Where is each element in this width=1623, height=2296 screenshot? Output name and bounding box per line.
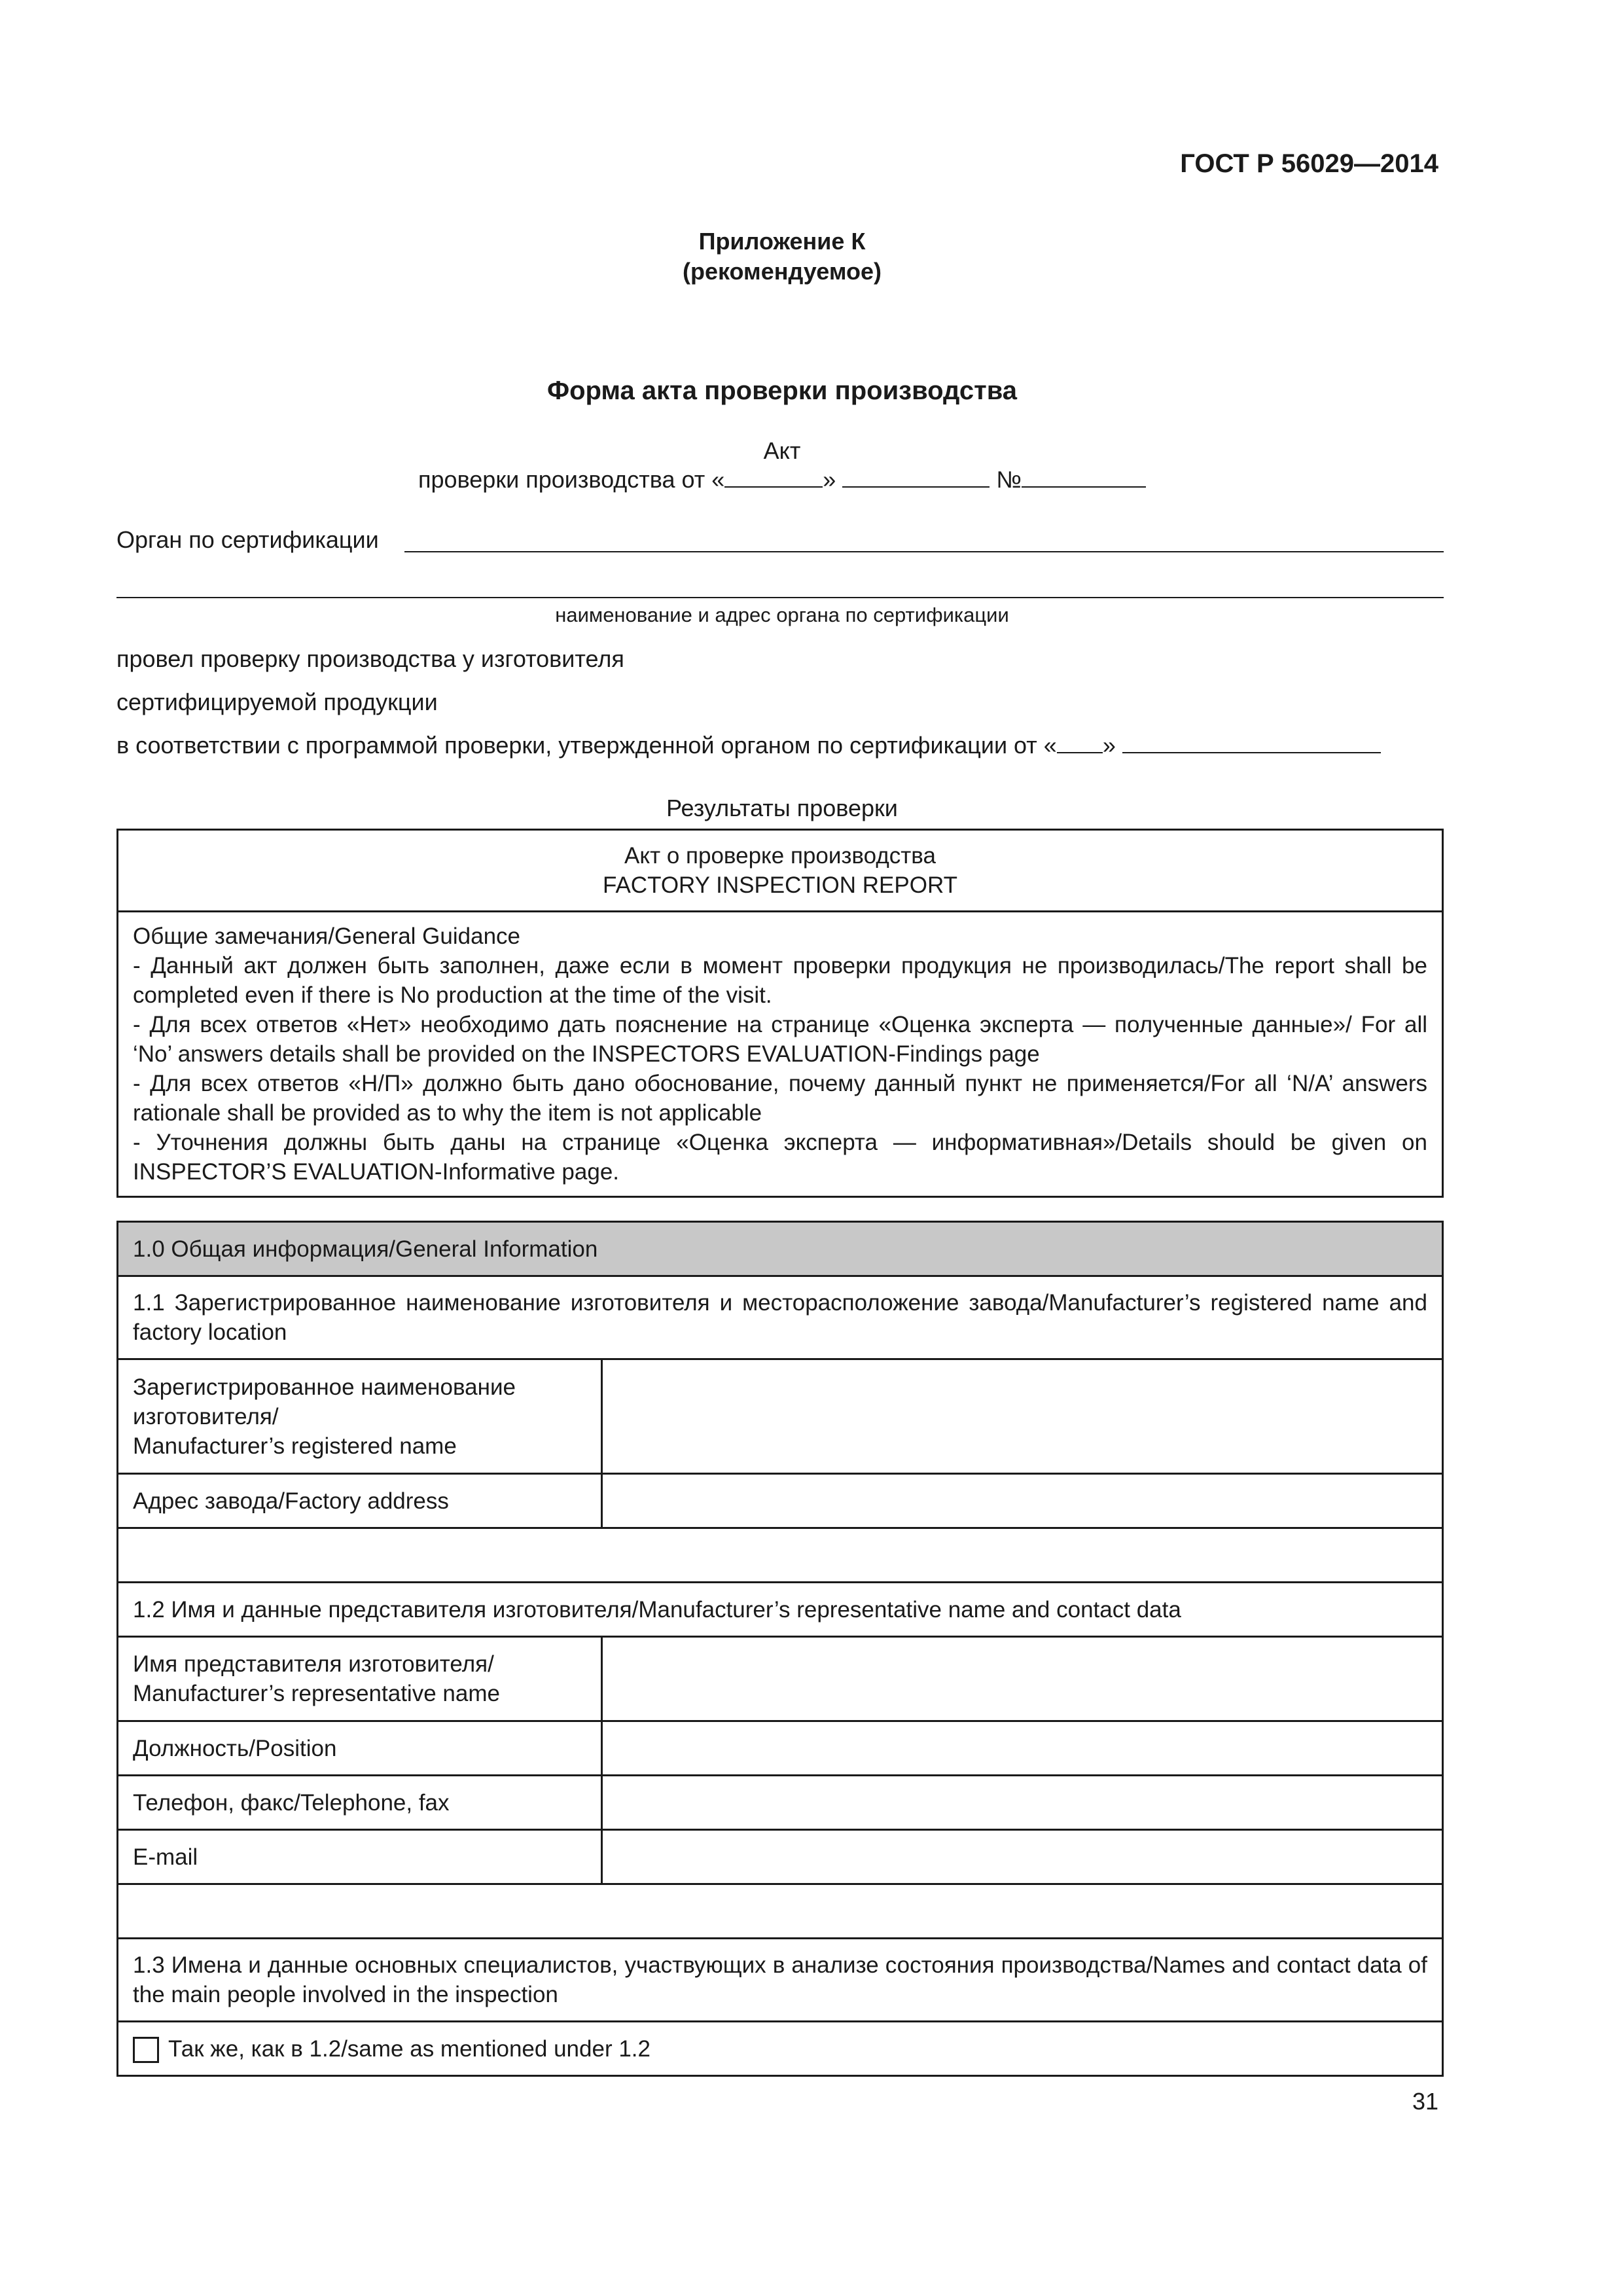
report-table bbox=[116, 829, 1444, 1198]
reg-name-label-line: Manufacturer’s registered name bbox=[133, 1433, 457, 1459]
program-line bbox=[116, 732, 1381, 759]
cert-body-input-line-2[interactable] bbox=[116, 597, 1444, 598]
report-header-en: FACTORY INSPECTION REPORT bbox=[603, 872, 957, 898]
position-value[interactable] bbox=[602, 1721, 1443, 1776]
cert-body-caption: наименование и адрес органа по сертификации bbox=[555, 603, 1009, 626]
report-header-cell bbox=[118, 830, 1443, 912]
results-label: Результаты проверки bbox=[666, 795, 898, 821]
page-number: 31 bbox=[1412, 2088, 1438, 2115]
section-1-3-header: 1.3 Имена и данные основных специалистов, участвующих в анализе состояния производства/Names and contact data of the main people involved in the inspection bbox=[118, 1939, 1443, 2022]
reg-name-value[interactable] bbox=[602, 1359, 1443, 1474]
guidance-item: - Для всех ответов «Н/П» должно быть дано обоснование, почему данный пункт не применяется/For all ‘N/A’ answers rationale shall be provided as to why the item is not applicable bbox=[133, 1071, 1427, 1126]
blank-row[interactable] bbox=[118, 1528, 1443, 1583]
manufacturer-line: провел проверку производства у изготовителя bbox=[116, 645, 624, 672]
rep-name-label-line: Manufacturer’s representative name bbox=[133, 1681, 500, 1706]
email-label: E-mail bbox=[118, 1830, 602, 1884]
appendix-title: Приложение К bbox=[698, 228, 866, 255]
program-line-prefix: в соответствии с программой проверки, утвержденной органом по сертификации от « bbox=[116, 732, 1057, 759]
guidance-title: Общие замечания/General Guidance bbox=[133, 924, 521, 949]
program-date-blank[interactable] bbox=[1122, 732, 1381, 753]
reg-name-label-line: изготовителя/ bbox=[133, 1403, 279, 1429]
rep-name-label bbox=[118, 1637, 602, 1721]
guidance-item: - Уточнения должны быть даны на странице «Оценка эксперта — информативная»/Details should be given on INSPECTOR’S EVALUATION-Informative page. bbox=[133, 1130, 1427, 1185]
section-1-2-header: 1.2 Имя и данные представителя изготовителя/Manufacturer’s representative name and contact data bbox=[118, 1583, 1443, 1637]
act-number-sign: № bbox=[996, 466, 1022, 493]
factory-address-label: Адрес завода/Factory address bbox=[118, 1474, 602, 1528]
guidance-item: - Данный акт должен быть заполнен, даже если в момент проверки продукция не производилась/The report shall be completed even if there is No production at the time of the visit. bbox=[133, 953, 1427, 1008]
position-label: Должность/Position bbox=[118, 1721, 602, 1776]
appendix-subtitle: (рекомендуемое) bbox=[683, 258, 882, 285]
product-line: сертифицируемой продукции bbox=[116, 689, 438, 715]
factory-address-value[interactable] bbox=[602, 1474, 1443, 1528]
act-line-mid: » bbox=[823, 466, 836, 493]
reg-name-label bbox=[118, 1359, 602, 1474]
section-1-0-header: 1.0 Общая информация/General Information bbox=[118, 1222, 1443, 1276]
standard-number: ГОСТ Р 56029—2014 bbox=[1180, 149, 1438, 178]
program-day-blank[interactable] bbox=[1057, 732, 1103, 753]
act-month-blank[interactable] bbox=[842, 467, 990, 488]
email-value[interactable] bbox=[602, 1830, 1443, 1884]
rep-name-value[interactable] bbox=[602, 1637, 1443, 1721]
guidance-item: - Для всех ответов «Нет» необходимо дать пояснение на странице «Оценка эксперта — полученные данные»/ For all ‘No’ answers details shall be provided on the INSPECTORS EVALUATION-Findings page bbox=[133, 1012, 1427, 1067]
act-date-line bbox=[0, 466, 1564, 493]
form-title: Форма акта проверки производства bbox=[546, 376, 1018, 405]
rep-name-label-line: Имя представителя изготовителя/ bbox=[133, 1651, 494, 1677]
blank-row[interactable] bbox=[118, 1884, 1443, 1939]
act-number-blank[interactable] bbox=[1022, 467, 1146, 488]
phone-value[interactable] bbox=[602, 1776, 1443, 1830]
same-as-label: Так же, как в 1.2/same as mentioned under 1.2 bbox=[168, 2036, 651, 2062]
program-line-mid: » bbox=[1102, 732, 1116, 759]
act-day-blank[interactable] bbox=[724, 467, 823, 488]
same-as-checkbox[interactable] bbox=[133, 2037, 159, 2063]
act-label: Акт bbox=[763, 437, 801, 464]
reg-name-label-line: Зарегистрированное наименование bbox=[133, 1374, 516, 1400]
section-1-1-header: 1.1 Зарегистрированное наименование изготовителя и месторасположение завода/Manufacturer’s registered name and factory location bbox=[118, 1276, 1443, 1359]
guidance-cell bbox=[118, 912, 1443, 1197]
act-line-prefix: проверки производства от « bbox=[418, 466, 725, 493]
cert-body-label: Орган по сертификации bbox=[116, 526, 379, 553]
same-as-row bbox=[118, 2022, 1443, 2076]
general-info-table bbox=[116, 1221, 1444, 2077]
cert-body-input-line[interactable] bbox=[404, 551, 1444, 552]
phone-label: Телефон, факс/Telephone, fax bbox=[118, 1776, 602, 1830]
report-header-ru: Акт о проверке производства bbox=[624, 843, 936, 869]
